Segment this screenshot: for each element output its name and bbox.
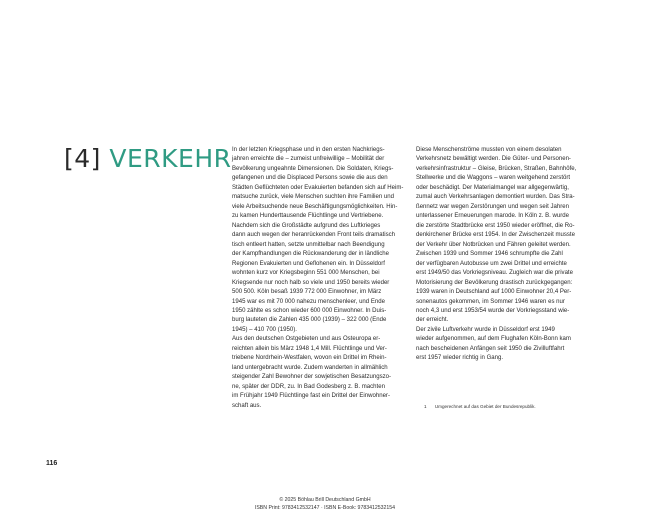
text-line: Stellwerke und die Waggons – waren weitgehend zerstört [416, 175, 571, 182]
text-line: burg lauteten die Zahlen 435 000 (1939) – 322 000 (Ende [232, 317, 387, 324]
chapter-heading [64, 146, 232, 171]
text-line: Der zivile Luftverkehr wurde in Düsseldorf erst 1949 [416, 326, 555, 333]
text-line: Kriegsende nur noch halb so viele und 1950 bereits wieder [232, 279, 390, 286]
text-line: wieder aufgenommen, auf dem Flughafen Köln-Bonn kam [416, 336, 571, 343]
footnote [424, 404, 536, 409]
text-line: unterlassener Erneuerungen marode. In Köln z. B. wurde [416, 213, 569, 220]
text-line: steigender Zahl Bewohner der sowjetischen Besatzungszo- [232, 374, 391, 381]
text-line: jahren erreichte die – zumeist unfreiwillige – Mobilität der [232, 156, 385, 163]
text-line: Zwischen 1939 und Sommer 1946 schrumpfte die Zahl [416, 251, 563, 258]
text-line: Aus den deutschen Ostgebieten und aus Osteuropa er- [232, 336, 381, 343]
text-line: Städten Geflüchteten oder Evakuierten befanden sich auf Heim- [232, 184, 404, 191]
text-line: 1945 war es mit 70 000 nahezu menschenleer, und Ende [232, 298, 385, 305]
text-line: Motorisierung der Bevölkerung drastisch zurückgegangen: [416, 279, 573, 286]
text-line: der erreicht. [416, 317, 449, 324]
text-column-left [232, 146, 404, 411]
text-line: denkirchener Brücke erst 1954. In der Zwischenzeit musste [416, 232, 575, 239]
chapter-number: [4] [64, 144, 101, 173]
text-line: Diese Menschenströme mussten von einem desolaten [416, 147, 562, 153]
text-line: ne, später der DDR, zu. In Bad Godesberg z. B. machten [232, 383, 385, 390]
text-line: 1950 zählte es schon wieder 600 000 Einwohner. In Duis- [232, 307, 387, 314]
page-number: 116 [46, 460, 58, 467]
text-line: matsuche zurück, viele Menschen suchten ihre Familien und [232, 194, 395, 201]
text-line: Bevölkerung ungeahnte Dimensionen. Die Soldaten, Kriegs- [232, 165, 394, 172]
chapter-title: VERKEHR [109, 144, 232, 173]
text-line: oder beschädigt. Der Materialmangel war allgegenwärtig, [416, 184, 569, 191]
text-line: ßennetz war wegen Zerstörungen und wegen seit Jahren [416, 203, 569, 210]
text-line: 1939 waren in Deutschland auf 1000 Einwohner 20,4 Per- [416, 289, 572, 296]
text-line: erst 1957 wieder richtig in Gang. [416, 355, 504, 362]
text-line: erst 1949/50 das Vorkriegsniveau. Zugleich war die private [416, 270, 573, 277]
text-line: noch 4,3 und erst 1953/54 wurde der Vorkriegsstand wie- [416, 307, 570, 314]
text-line: land untergebracht wurde. Zudem wanderten in allmählich [232, 364, 388, 371]
text-line: schaft aus. [232, 402, 262, 409]
text-line: zumal auch Verkehrsanlagen demontiert wurden. Das Stra- [416, 194, 575, 201]
text-line: triebene Nordrhein-Westfalen, wovon ein Drittel im Rhein- [232, 355, 387, 362]
text-line: 1945) – 410 700 (1950). [232, 326, 297, 333]
text-line: der Verkehr über Notbrücken und Fähren geleitet werden. [416, 241, 571, 248]
text-line: nach bescheidenen Anfängen seit 1950 die Zivilluftfahrt [416, 345, 565, 352]
text-line: die zerstörte Stadtbrücke erst 1950 wieder eröffnet, die Ro- [416, 222, 575, 229]
text-line: gefangenen und die Displaced Persons sowie die aus den [232, 175, 388, 182]
text-line: viele Arbeitsuchende neue Beschäftigungsmöglichkeiten. Hin- [232, 203, 398, 210]
text-line: verkehrsinfrastruktur – Gleise, Brücken, Straßen, Bahnhöfe, [416, 165, 577, 172]
text-line: der Kampfhandlungen die Rückwanderung der in ländliche [232, 251, 389, 258]
footnote-text: Umgerechnet auf das Gebiet der Bundesrepublik. [434, 404, 536, 409]
text-line: wohnten kurz vor Kriegsbeginn 551 000 Menschen, bei [232, 270, 380, 277]
imprint-copyright: © 2025 Böhlau Brill Deutschland GmbH [279, 497, 371, 503]
text-line: der verfügbaren Autobusse um zwei Drittel und erreichte [416, 260, 567, 267]
imprint-isbn: ISBN Print: 9783412532147 · ISBN E-Book: 9783412532154 [254, 505, 396, 511]
text-line: tisch entleert hatten, setzte unmittelbar nach Beendigung [232, 241, 385, 248]
text-line: Verkehrsnetz bewältigt werden. Die Güter- und Personen- [416, 156, 571, 163]
text-line: dann auch wegen der heranrückenden Front teils dramatisch [232, 232, 396, 239]
text-line: im Frühjahr 1949 Flüchtlinge fast ein Drittel der Einwohner- [232, 393, 390, 400]
text-line: Regionen Evakuierten und Geflohenen ein. In Düsseldorf [232, 260, 385, 267]
text-column-right [416, 146, 588, 364]
text-line: reichten allein bis März 1948 1,4 Mill. Flüchtlinge und Ver- [232, 345, 387, 352]
footnote-mark: 1 [424, 404, 427, 409]
text-line: Nachdem sich die Großstädte aufgrund des Luftkrieges [232, 222, 381, 229]
text-line: 500 500. Köln besaß 1939 772 000 Einwohner, im März [232, 289, 382, 296]
text-line: In der letzten Kriegsphase und in den ersten Nachkriegs- [232, 147, 385, 153]
text-line: sonenautos gekommen, im Sommer 1946 waren es nur [416, 298, 565, 305]
text-line: zu kamen Hunderttausende Flüchtlinge und Vertriebene. [232, 213, 384, 220]
